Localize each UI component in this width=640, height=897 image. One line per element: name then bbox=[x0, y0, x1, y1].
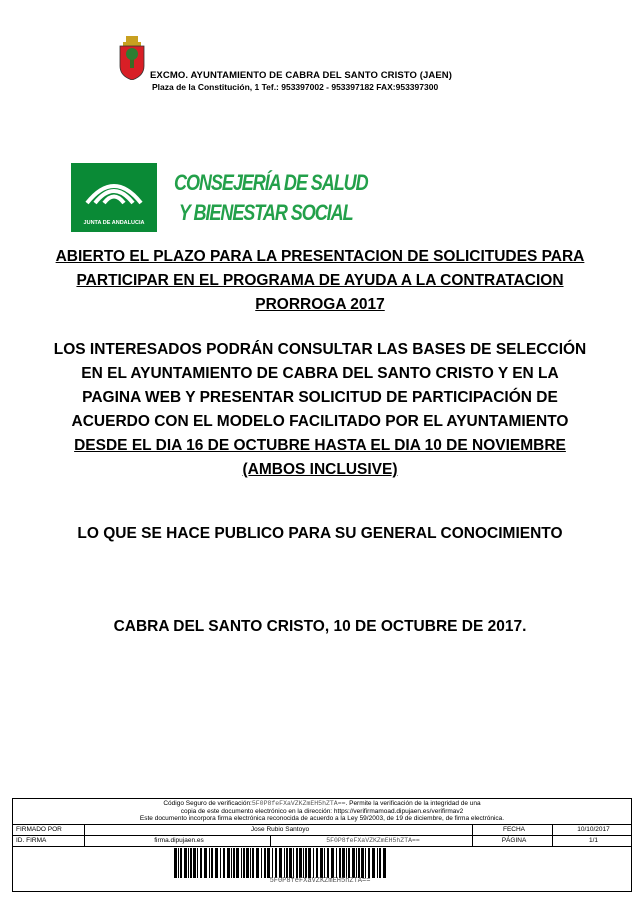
signature-id-row bbox=[13, 836, 631, 847]
law-text: Este documento incorpora firma electrónica reconocida de acuerdo a la Ley 59/2003, de 19 de diciembre, de firma electrónica. bbox=[139, 815, 505, 822]
page-label: PÁGINA bbox=[473, 836, 553, 846]
notice-title: ABIERTO EL PLAZO PARA LA PRESENTACION DE SOLICITUDES PARA PARTICIPAR EN EL PROGRAMA DE AYUDA A LA CONTRATACION PRORROGA 2017 bbox=[55, 248, 585, 313]
notice-body bbox=[50, 338, 590, 482]
junta-logo-text: JUNTA DE ANDALUCIA bbox=[83, 220, 145, 226]
town-hall-name: EXCMO. AYUNTAMIENTO DE CABRA DEL SANTO CRISTO (JAEN) bbox=[150, 70, 453, 81]
barcode-graphic bbox=[174, 848, 388, 878]
junta-arch-icon bbox=[71, 163, 157, 213]
date-value: 10/10/2017 bbox=[577, 826, 610, 833]
csv-suffix: . Permite la verificación de la integridad de una bbox=[345, 800, 481, 807]
notice-place-date: CABRA DEL SANTO CRISTO, 10 DE OCTUBRE DE 2017. bbox=[113, 618, 527, 635]
junta-andalucia-logo bbox=[71, 163, 157, 232]
verification-text bbox=[13, 799, 631, 825]
csv-prefix: Código Seguro de verificación: bbox=[163, 800, 252, 807]
page-value: 1/1 bbox=[588, 837, 599, 844]
signature-id-value: firma.dipujaen.es bbox=[85, 836, 271, 846]
signer-label: FIRMADO POR bbox=[13, 825, 85, 835]
signature-id-code: 5F0P8feFXaVZKZmEH5hZTA== bbox=[271, 836, 473, 846]
date-label: FECHA bbox=[473, 825, 553, 835]
verification-url-text: copia de este documento electrónico en la dirección: https://verifirmamoad.dipujaen.es/verifirmav2 bbox=[180, 807, 464, 815]
signature-id-label: ID. FIRMA bbox=[13, 836, 85, 846]
notice-public: LO QUE SE HACE PUBLICO PARA SU GENERAL CONOCIMIENTO bbox=[77, 525, 563, 542]
town-hall-address: Plaza de la Constitución, 1 Tef.: 953397002 - 953397182 FAX:953397300 bbox=[152, 82, 439, 92]
consejeria-line-2: Y BIENESTAR SOCIAL bbox=[178, 200, 353, 225]
town-crest-logo bbox=[117, 36, 147, 80]
csv-code: 5F0P8feFXaVZKZmEH5hZTA== bbox=[251, 800, 346, 807]
signer-row bbox=[13, 825, 631, 836]
notice-deadline: DESDE EL DIA 16 DE OCTUBRE HASTA EL DIA 10 DE NOVIEMBRE (AMBOS INCLUSIVE) bbox=[74, 437, 566, 478]
consejeria-line-1: CONSEJERÍA DE SALUD bbox=[174, 170, 368, 195]
notice-body-text: LOS INTERESADOS PODRÁN CONSULTAR LAS BASES DE SELECCIÓN EN EL AYUNTAMIENTO DE CABRA DEL SANTO CRISTO Y EN LA PAGINA WEB Y PRESENTAR SOLICITUD DE PARTICIPACIÓN DE ACUERDO CON EL MODELO FACILITADO POR EL AYUNTAMIENTO bbox=[53, 341, 587, 430]
signer-name: Jose Rubio Santoyo bbox=[85, 825, 473, 835]
consejeria-logo-text bbox=[174, 168, 368, 228]
barcode-text: 5F0P8feFXaVZKZmEH5hZTA== bbox=[269, 877, 371, 885]
